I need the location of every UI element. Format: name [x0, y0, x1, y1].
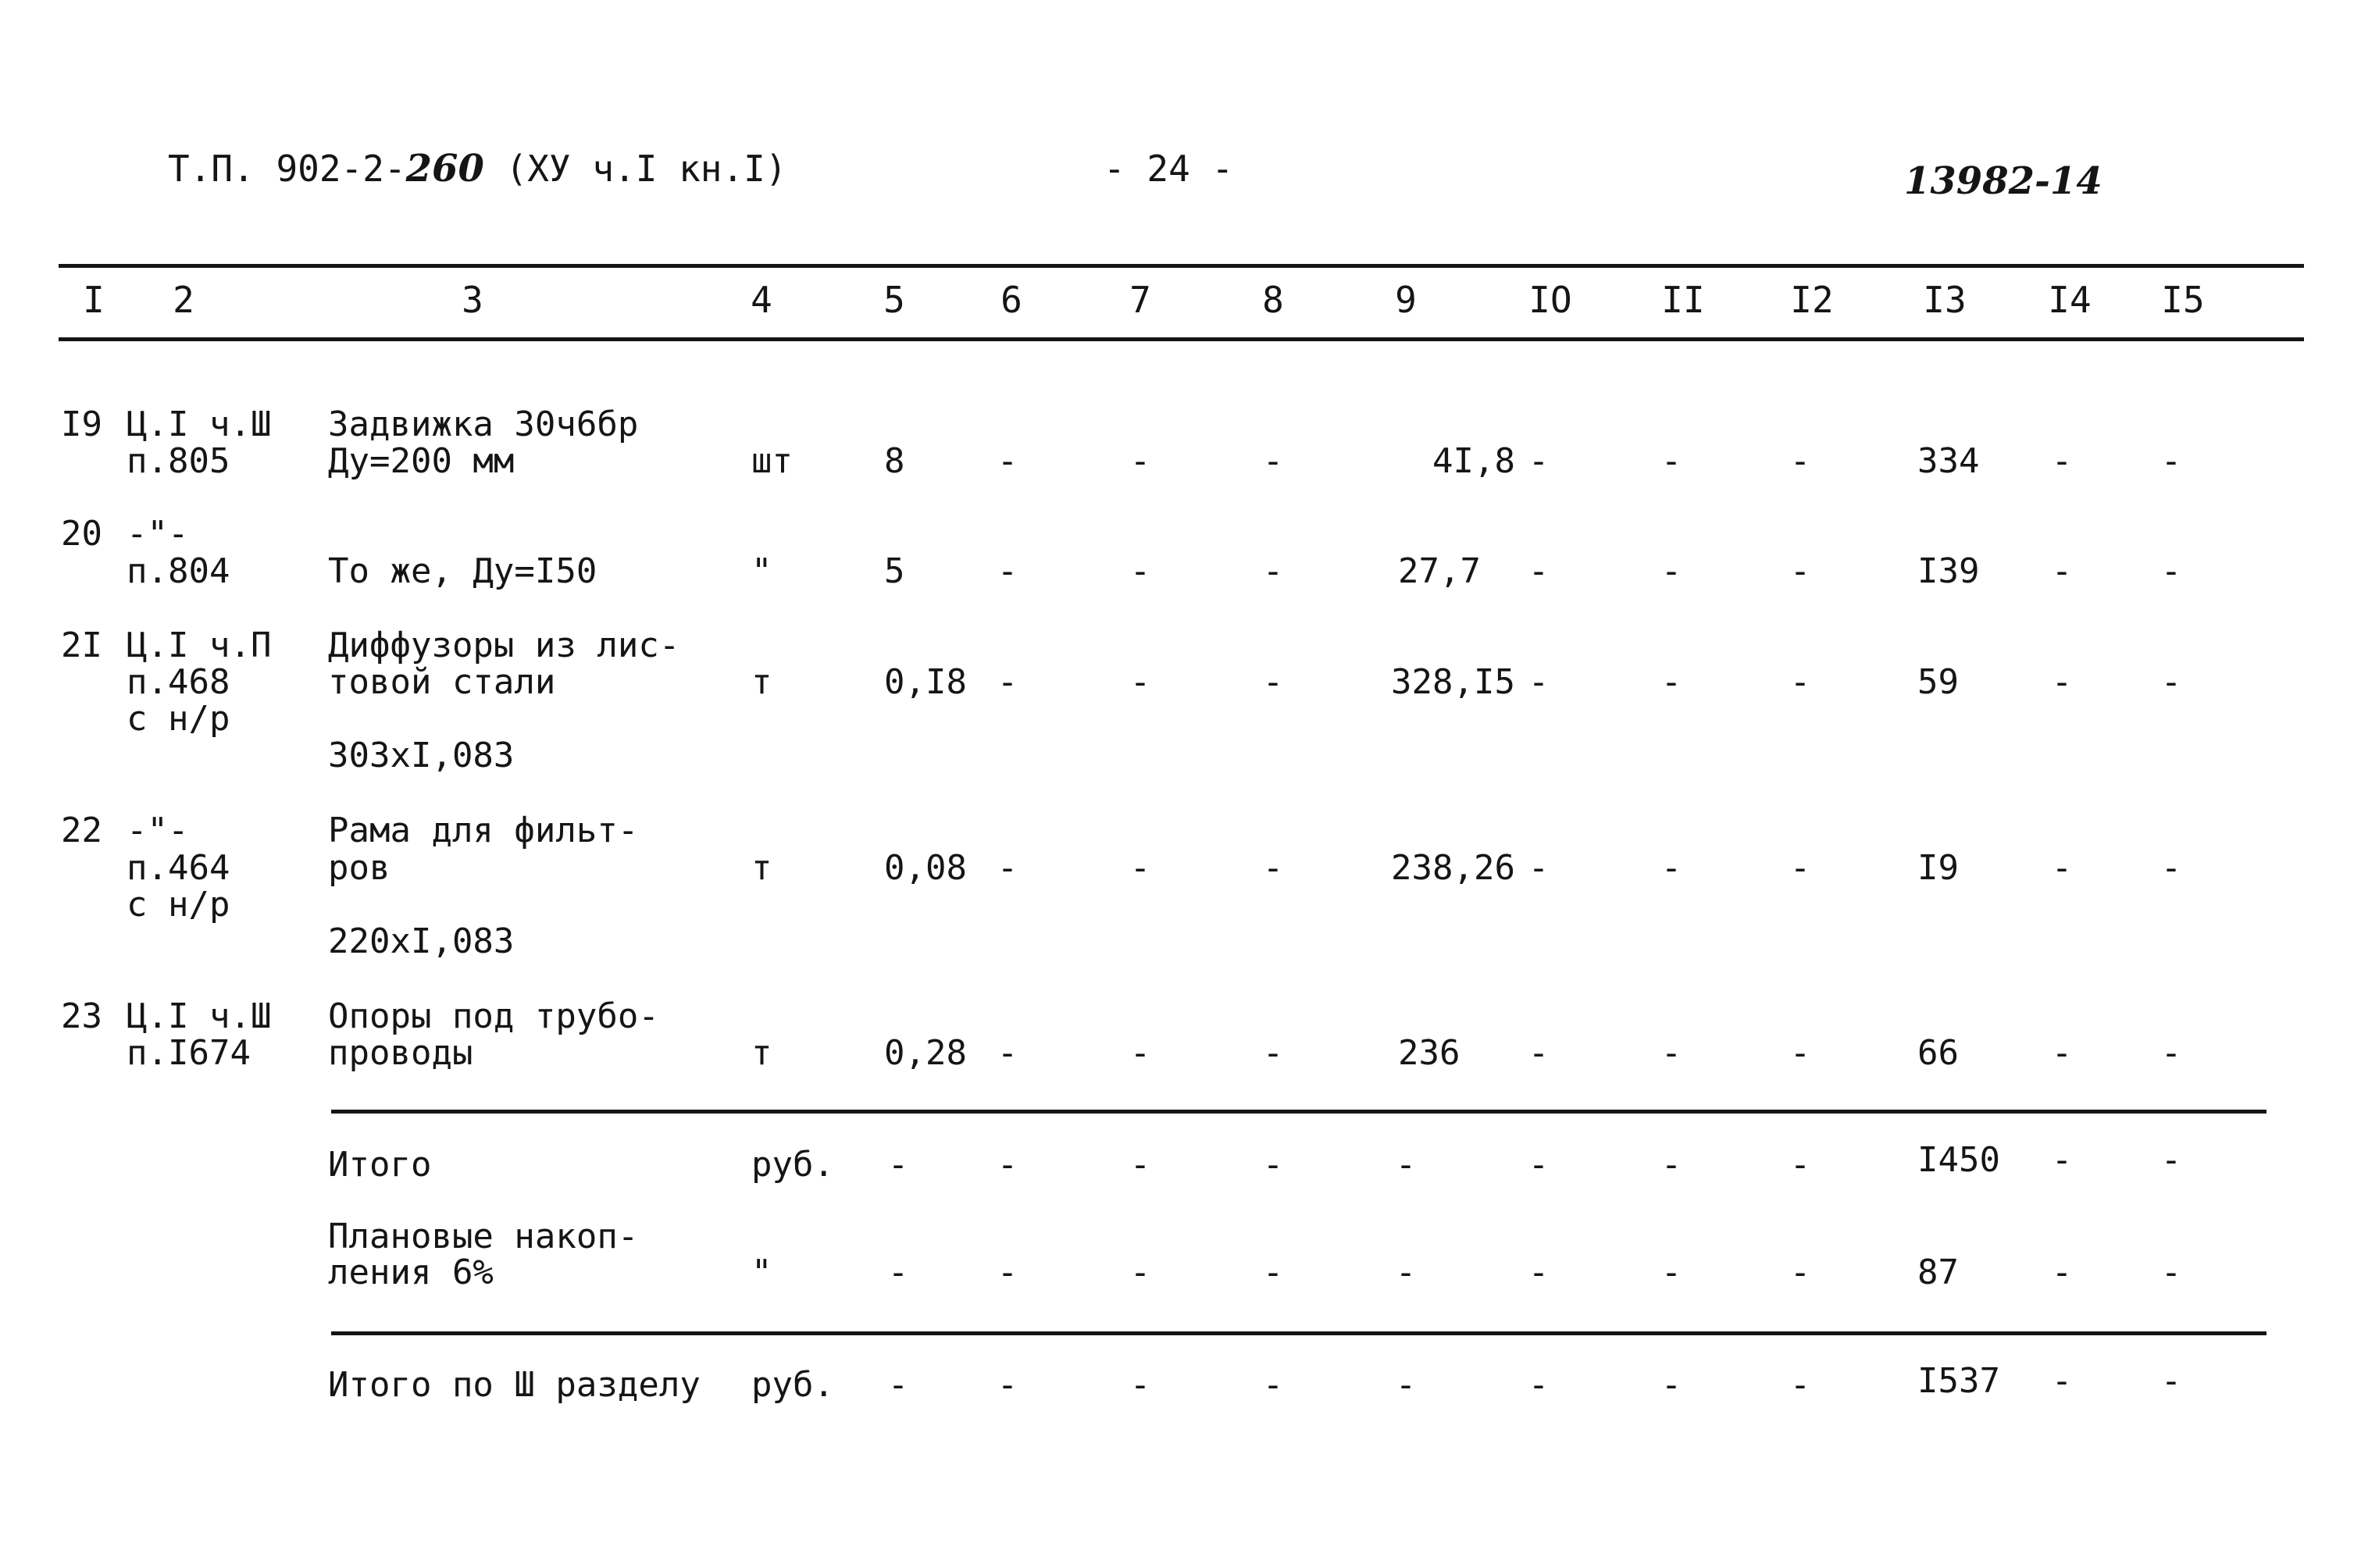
cell-dash: - — [1789, 1365, 1811, 1405]
cell-dash: - — [1789, 1145, 1811, 1185]
quantity: 0,28 — [884, 1033, 967, 1073]
cell-dash: - — [1789, 1253, 1811, 1292]
cell-dash: - — [1789, 662, 1811, 702]
item-name: То же, Ду=I50 — [328, 551, 597, 591]
unit-price: 27,7 — [1398, 551, 1481, 591]
summary-label: Плановые накоп- — [328, 1217, 639, 1256]
cell-dash: - — [997, 848, 1018, 888]
cell-dash: - — [1789, 848, 1811, 888]
unit: " — [751, 551, 772, 591]
price-reference: п.805 — [127, 441, 230, 481]
column-header-rule — [59, 337, 2304, 341]
cell-dash: - — [997, 1145, 1018, 1185]
cell-dash: - — [2160, 1253, 2182, 1292]
cell-dash: - — [1129, 662, 1151, 702]
cell-dash: - — [1129, 1365, 1151, 1405]
total-cost: I39 — [1917, 551, 1980, 591]
price-reference: п.468 — [127, 662, 230, 702]
cell-dash: - — [1395, 1253, 1417, 1292]
cell-dash: - — [997, 662, 1018, 702]
cell-dash: - — [2160, 1140, 2182, 1180]
unit-price: 4I,8 — [1432, 441, 1515, 481]
cell-dash: - — [1262, 1365, 1284, 1405]
column-number: 5 — [883, 279, 905, 321]
cell-dash: - — [2160, 848, 2182, 888]
cell-dash: - — [1789, 1033, 1811, 1073]
cell-dash: - — [1262, 1145, 1284, 1185]
doc-suffix: (ХУ ч.I кн.I) — [483, 148, 787, 190]
item-calculation: 303хI,083 — [328, 736, 515, 775]
column-number: 8 — [1262, 279, 1284, 321]
price-reference: с н/р — [127, 885, 230, 925]
column-number: 6 — [1000, 279, 1022, 321]
item-name: проводы — [328, 1033, 473, 1073]
cell-dash: - — [2160, 1361, 2182, 1401]
subtotal-rule — [331, 1110, 2266, 1114]
cell-dash: - — [1262, 1033, 1284, 1073]
price-reference: Ц.I ч.Ш — [127, 404, 272, 444]
price-reference: -"- — [127, 514, 189, 554]
item-name: товой стали — [328, 662, 556, 702]
unit-price: 236 — [1398, 1033, 1460, 1073]
cell-dash: - — [1660, 1365, 1682, 1405]
price-reference: -"- — [127, 811, 189, 850]
price-reference: п.804 — [127, 551, 230, 591]
summary-unit: руб. — [751, 1145, 834, 1185]
cell-dash: - — [1528, 662, 1550, 702]
cell-dash: - — [1395, 1365, 1417, 1405]
cell-dash: - — [997, 551, 1018, 591]
total-cost: 66 — [1917, 1033, 1959, 1073]
cell-dash: - — [1129, 1145, 1151, 1185]
cell-dash: - — [887, 1145, 909, 1185]
cell-dash: - — [2051, 1140, 2073, 1180]
total-cost: 59 — [1917, 662, 1959, 702]
item-name: Рама для фильт- — [328, 811, 639, 850]
column-number: I — [83, 279, 105, 321]
cell-dash: - — [1660, 1253, 1682, 1292]
total-cost: 334 — [1917, 441, 1980, 481]
row-number: 20 — [61, 514, 102, 554]
column-number: I2 — [1790, 279, 1834, 321]
unit: т — [751, 1033, 772, 1073]
cell-dash: - — [997, 441, 1018, 481]
price-reference: п.464 — [127, 848, 230, 888]
cell-dash: - — [1660, 1033, 1682, 1073]
cell-dash: - — [2051, 662, 2073, 702]
cell-dash: - — [997, 1253, 1018, 1292]
cell-dash: - — [1789, 441, 1811, 481]
cell-dash: - — [1528, 441, 1550, 481]
cell-dash: - — [1660, 551, 1682, 591]
row-number: 22 — [61, 811, 102, 850]
summary-label: Итого по Ш разделу — [328, 1365, 701, 1405]
cell-dash: - — [1528, 848, 1550, 888]
page-number: - 24 - — [1104, 148, 1234, 190]
cell-dash: - — [2160, 551, 2182, 591]
column-number: II — [1661, 279, 1705, 321]
cell-dash: - — [2160, 1033, 2182, 1073]
section-total-rule — [331, 1331, 2266, 1335]
cell-dash: - — [1660, 662, 1682, 702]
summary-label: ления 6% — [328, 1253, 494, 1292]
cell-dash: - — [1528, 1145, 1550, 1185]
quantity: 0,I8 — [884, 662, 967, 702]
unit: шт — [751, 441, 793, 481]
cell-dash: - — [1660, 848, 1682, 888]
cell-dash: - — [1660, 441, 1682, 481]
cell-dash: - — [1262, 551, 1284, 591]
cell-dash: - — [1129, 441, 1151, 481]
doc-handwritten-number: 260 — [405, 147, 484, 191]
column-number: 9 — [1395, 279, 1417, 321]
doc-prefix: Т.П. 902-2- — [168, 148, 406, 190]
column-number: I5 — [2161, 279, 2205, 321]
row-number: I9 — [61, 404, 102, 444]
cell-dash: - — [2051, 1033, 2073, 1073]
column-number: IO — [1528, 279, 1572, 321]
row-number: 23 — [61, 996, 102, 1036]
total-cost: I537 — [1917, 1361, 2000, 1401]
row-number: 2I — [61, 625, 102, 665]
item-calculation: 220хI,083 — [328, 921, 515, 961]
item-name: Задвижка 30ч6бр — [328, 404, 639, 444]
cell-dash: - — [1129, 551, 1151, 591]
item-name: Диффузоры из лис- — [328, 625, 680, 665]
price-reference: Ц.I ч.П — [127, 625, 272, 665]
cell-dash: - — [997, 1033, 1018, 1073]
cell-dash: - — [2160, 662, 2182, 702]
column-number: I4 — [2048, 279, 2092, 321]
cell-dash: - — [1528, 1365, 1550, 1405]
unit-price: 328,I5 — [1391, 662, 1515, 702]
price-reference: п.I674 — [127, 1033, 251, 1073]
item-name: Опоры под трубо- — [328, 996, 659, 1036]
summary-unit: руб. — [751, 1365, 834, 1405]
column-number: 2 — [173, 279, 194, 321]
quantity: 5 — [884, 551, 905, 591]
cell-dash: - — [1262, 662, 1284, 702]
document-designation — [168, 147, 787, 191]
cell-dash: - — [1528, 1033, 1550, 1073]
cell-dash: - — [1789, 551, 1811, 591]
cell-dash: - — [1528, 1253, 1550, 1292]
cell-dash: - — [2051, 848, 2073, 888]
price-reference: с н/р — [127, 699, 230, 739]
item-name: ров — [328, 848, 391, 888]
column-number: 7 — [1129, 279, 1151, 321]
cell-dash: - — [1395, 1145, 1417, 1185]
cell-dash: - — [1528, 551, 1550, 591]
cell-dash: - — [1129, 1033, 1151, 1073]
total-cost: 87 — [1917, 1253, 1959, 1292]
cell-dash: - — [887, 1253, 909, 1292]
price-reference: Ц.I ч.Ш — [127, 996, 272, 1036]
cell-dash: - — [1129, 1253, 1151, 1292]
cell-dash: - — [1262, 848, 1284, 888]
cell-dash: - — [2051, 1253, 2073, 1292]
summary-unit: " — [751, 1253, 772, 1292]
cell-dash: - — [1262, 441, 1284, 481]
quantity: 0,08 — [884, 848, 967, 888]
total-cost: I9 — [1917, 848, 1959, 888]
top-rule — [59, 264, 2304, 268]
cell-dash: - — [1129, 848, 1151, 888]
cell-dash: - — [2051, 441, 2073, 481]
cell-dash: - — [2051, 1361, 2073, 1401]
cell-dash: - — [997, 1365, 1018, 1405]
unit-price: 238,26 — [1391, 848, 1515, 888]
cell-dash: - — [1660, 1145, 1682, 1185]
cell-dash: - — [2051, 551, 2073, 591]
unit: т — [751, 848, 772, 888]
cell-dash: - — [887, 1365, 909, 1405]
total-cost: I450 — [1917, 1140, 2000, 1180]
quantity: 8 — [884, 441, 905, 481]
column-number: 4 — [751, 279, 772, 321]
sheet-code: 13982-14 — [1904, 159, 2102, 203]
column-number: 3 — [462, 279, 483, 321]
cell-dash: - — [1262, 1253, 1284, 1292]
item-name: Ду=200 мм — [328, 441, 515, 481]
column-number: I3 — [1923, 279, 1967, 321]
unit: т — [751, 662, 772, 702]
cell-dash: - — [2160, 441, 2182, 481]
summary-label: Итого — [328, 1145, 432, 1185]
